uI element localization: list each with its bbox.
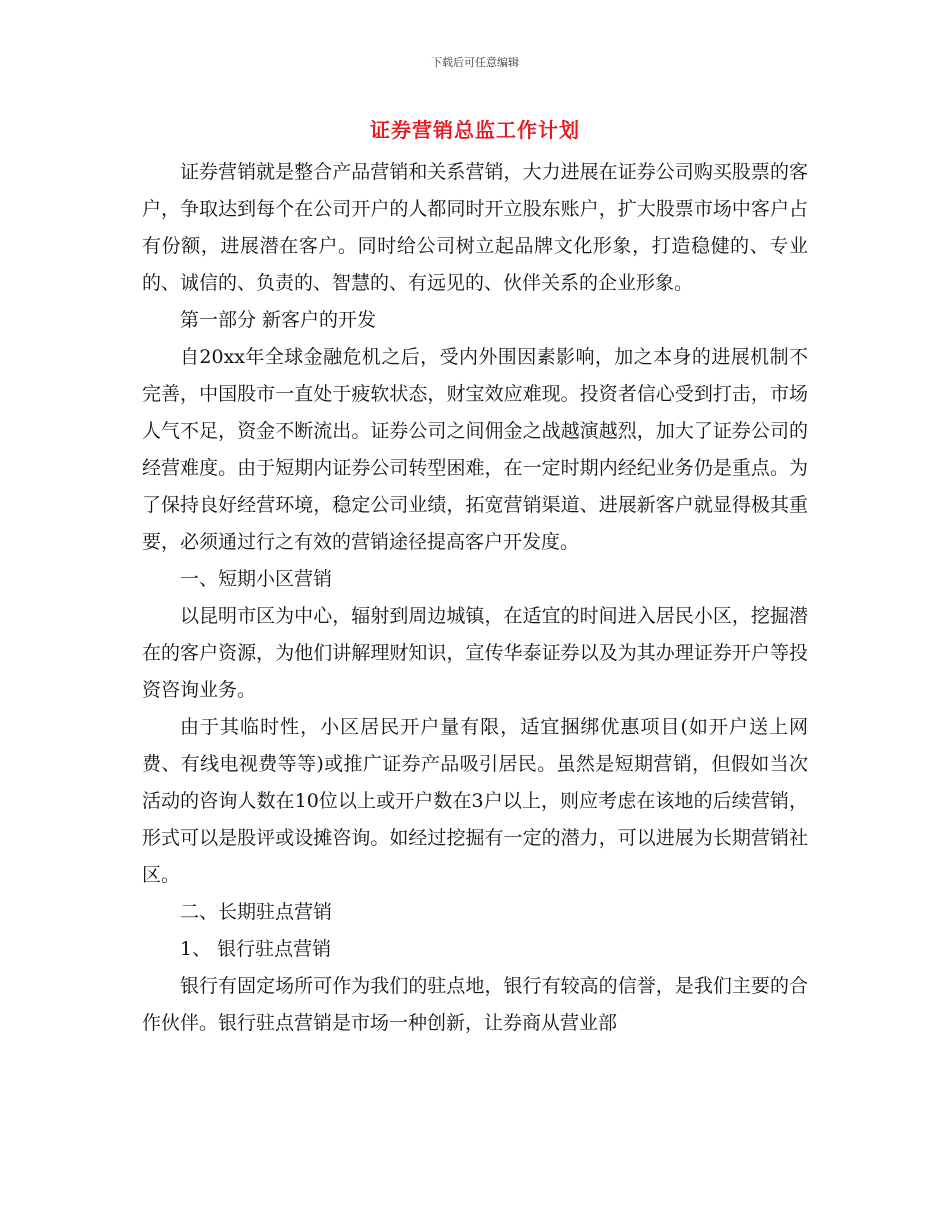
subheading-short-term: 一、短期小区营销 bbox=[180, 568, 333, 590]
bank-paragraph: 银行有固定场所可作为我们的驻点地，银行有较高的信誉，是我们主要的合作伙伴。银行驻点营销是市场一种创新，让券商从营业部 bbox=[142, 975, 808, 1034]
short-term-paragraph-1: 以昆明市区为中心，辐射到周边城镇，在适宜的时间进入居民小区，挖掘潜在的客户资源，为他们讲解理财知识，宣传华泰证券以及为其办理证券开户等投资咨询业务。 bbox=[142, 605, 808, 701]
intro-paragraph: 证券营销就是整合产品营销和关系营销，大力进展在证券公司购买股票的客户，争取达到每个在公司开户的人都同时开立股东账户，扩大股票市场中客户占有份额，进展潜在客户。同时给公司树立起品牌文化形象，打造稳健的、专业的、诚信的、负责的、智慧的、有远见的、伙伴关系的企业形象。 bbox=[142, 161, 808, 294]
background-paragraph: 自20xx年全球金融危机之后，受内外围因素影响，加之本身的进展机制不完善，中国股市一直处于疲软状态，财宝效应难现。投资者信心受到打击，市场人气不足，资金不断流出。证券公司之间佣金之战越演越烈，加大了证券公司的经营难度。由于短期内证券公司转型困难，在一定时期内经纪业务仍是重点。为了保持良好经营环境，稳定公司业绩，拓宽营销渠道、进展新客户就显得极其重要，必须通过行之有效的营销途径提高客户开发度。 bbox=[142, 346, 808, 553]
document-body bbox=[142, 154, 808, 1042]
header-note: 下载后可任意编辑 bbox=[431, 56, 519, 69]
short-term-paragraph-2: 由于其临时性，小区居民开户量有限，适宜捆绑优惠项目(如开户送上网费、有线电视费等等)或推广证券产品吸引居民。虽然是短期营销，但假如当次活动的咨询人数在10位以上或开户数在3户以上，则应考虑在该地的后续营销，形式可以是股评或设摊咨询。如经过挖掘有一定的潜力，可以进展为长期营销社区。 bbox=[142, 716, 808, 886]
section-heading-part-one: 第一部分 新客户的开发 bbox=[180, 309, 377, 331]
subheading-bank: 1、 银行驻点营销 bbox=[180, 938, 332, 960]
subheading-long-term: 二、长期驻点营销 bbox=[180, 901, 333, 923]
document-title: 证券营销总监工作计划 bbox=[370, 118, 580, 142]
